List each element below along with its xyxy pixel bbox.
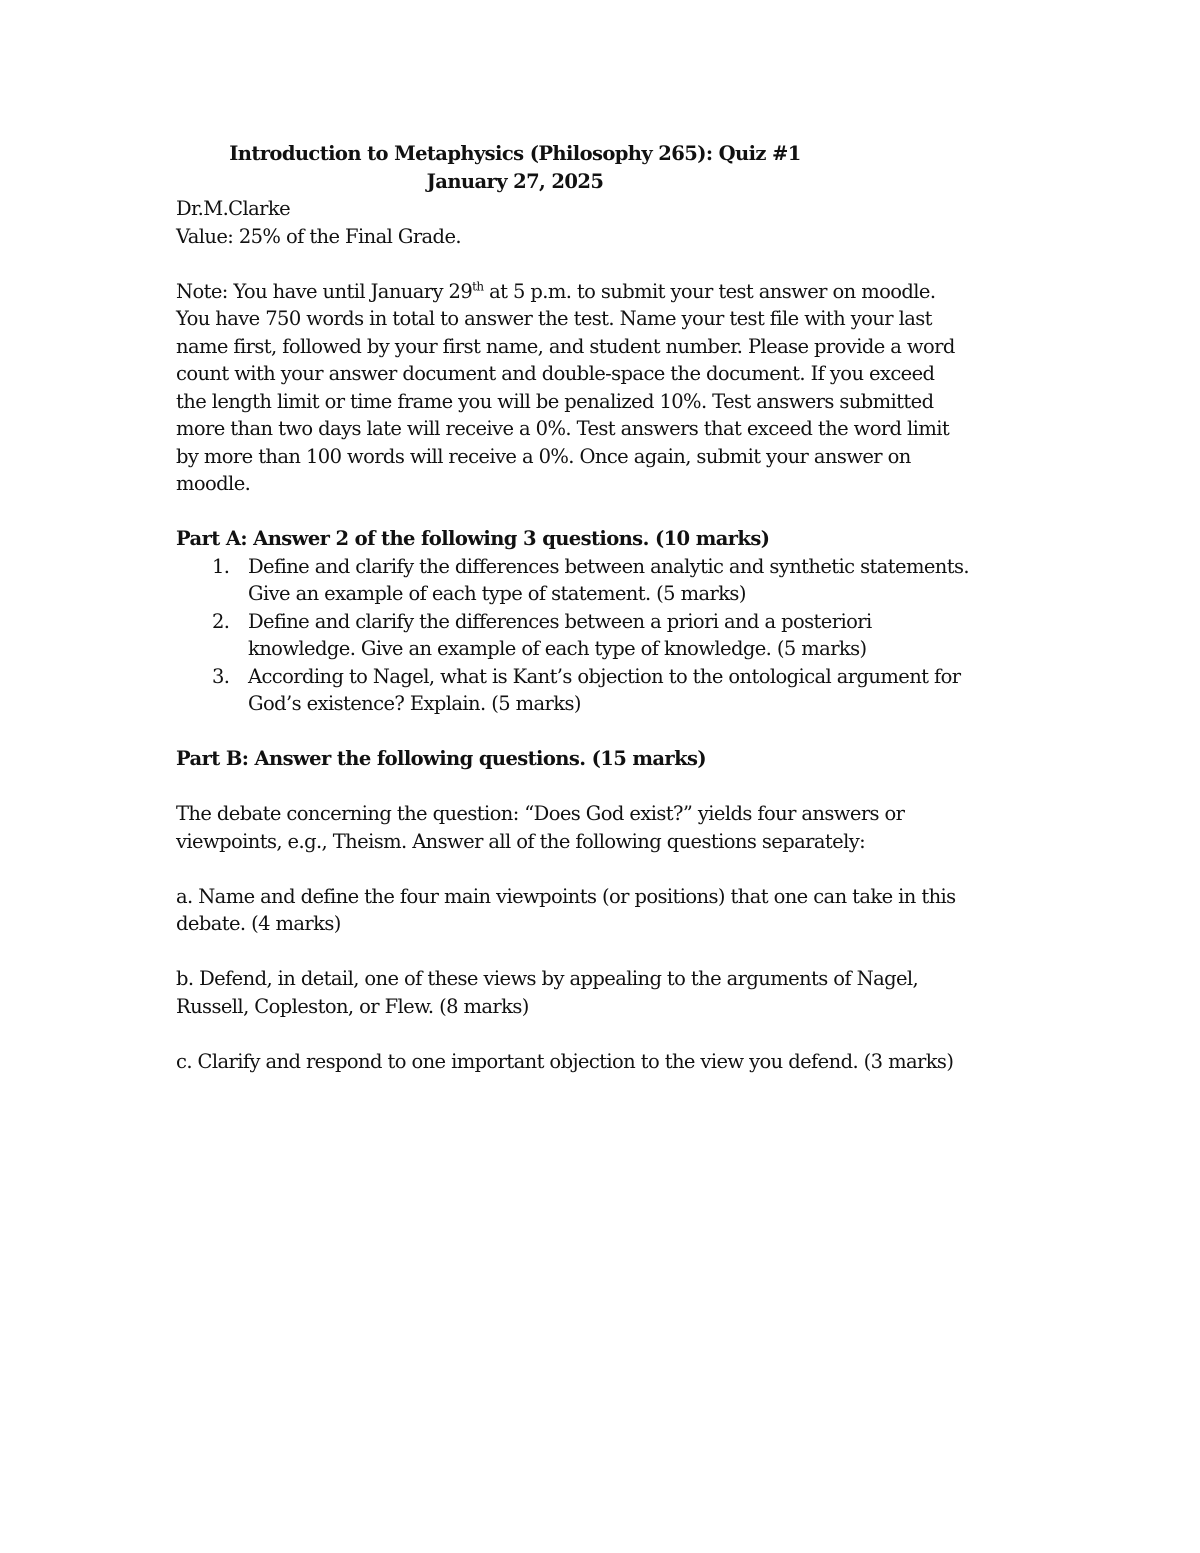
note-line-1: Note: You have until January 29th at 5 p.m. to submit your test answer on moodle. (176, 279, 936, 303)
note-paragraph (176, 278, 1036, 498)
question-text: Give an example of each type of statement. (5 marks) (248, 582, 746, 605)
note-line-2: You have 750 words in total to answer the test. Name your test file with your last (176, 307, 932, 330)
question-text: Define and clarify the differences between analytic and synthetic statements. (248, 554, 969, 578)
part-b-heading: Part B: Answer the following questions. (15 marks) (176, 747, 707, 770)
document-date: January 27, 2025 (426, 169, 604, 193)
part-b-intro-line-1: The debate concerning the question: “Does God exist?” yields four answers or (176, 802, 905, 825)
part-b-question-b-line-1: b. Defend, in detail, one of these views by appealing to the arguments of Nagel, (176, 967, 919, 990)
grade-value: Value: 25% of the Final Grade. (176, 224, 461, 248)
title-block (0, 140, 1030, 195)
part-b-intro-line-2: viewpoints, e.g., Theism. Answer all of the following questions separately: (176, 829, 866, 853)
question-number: 3. (212, 664, 230, 688)
document-title: Introduction to Metaphysics (Philosophy 265): Quiz #1 (229, 142, 801, 165)
note-line-7: by more than 100 words will receive a 0%. Once again, submit your answer on (176, 444, 911, 468)
question-text: God’s existence? Explain. (5 marks) (248, 692, 581, 715)
question-text: According to Nagel, what is Kant’s objection to the ontological argument for (248, 664, 961, 688)
part-b-question-c: c. Clarify and respond to one important objection to the view you defend. (3 marks) (176, 1049, 954, 1073)
note-line-4: count with your answer document and double-space the document. If you exceed (176, 362, 935, 385)
list-item (212, 553, 1036, 608)
instructor-name: Dr.M.Clarke (176, 197, 291, 220)
part-b-question-b-line-2: Russell, Copleston, or Flew. (8 marks) (176, 994, 529, 1018)
question-text: knowledge. Give an example of each type of knowledge. (5 marks) (248, 637, 867, 660)
part-a-question-list (176, 553, 1036, 718)
part-b-question-a-line-1: a. Name and define the four main viewpoints (or positions) that one can take in this (176, 884, 956, 908)
note-line-3: name first, followed by your first name, and student number. Please provide a word (176, 334, 955, 358)
note-line-8: moodle. (176, 472, 251, 495)
list-item (212, 663, 1036, 718)
part-a-heading: Part A: Answer 2 of the following 3 questions. (10 marks) (176, 527, 770, 550)
note-line-6: more than two days late will receive a 0%. Test answers that exceed the word limit (176, 417, 950, 440)
note-line-5: the length limit or time frame you will be penalized 10%. Test answers submitted (176, 389, 934, 413)
question-number: 1. (212, 554, 230, 578)
note-superscript: th (472, 279, 484, 293)
question-number: 2. (212, 609, 230, 633)
question-text: Define and clarify the differences between a priori and a posteriori (248, 609, 872, 633)
document-page (176, 140, 1036, 1075)
list-item (212, 608, 1036, 663)
part-b-question-a-line-2: debate. (4 marks) (176, 912, 341, 935)
